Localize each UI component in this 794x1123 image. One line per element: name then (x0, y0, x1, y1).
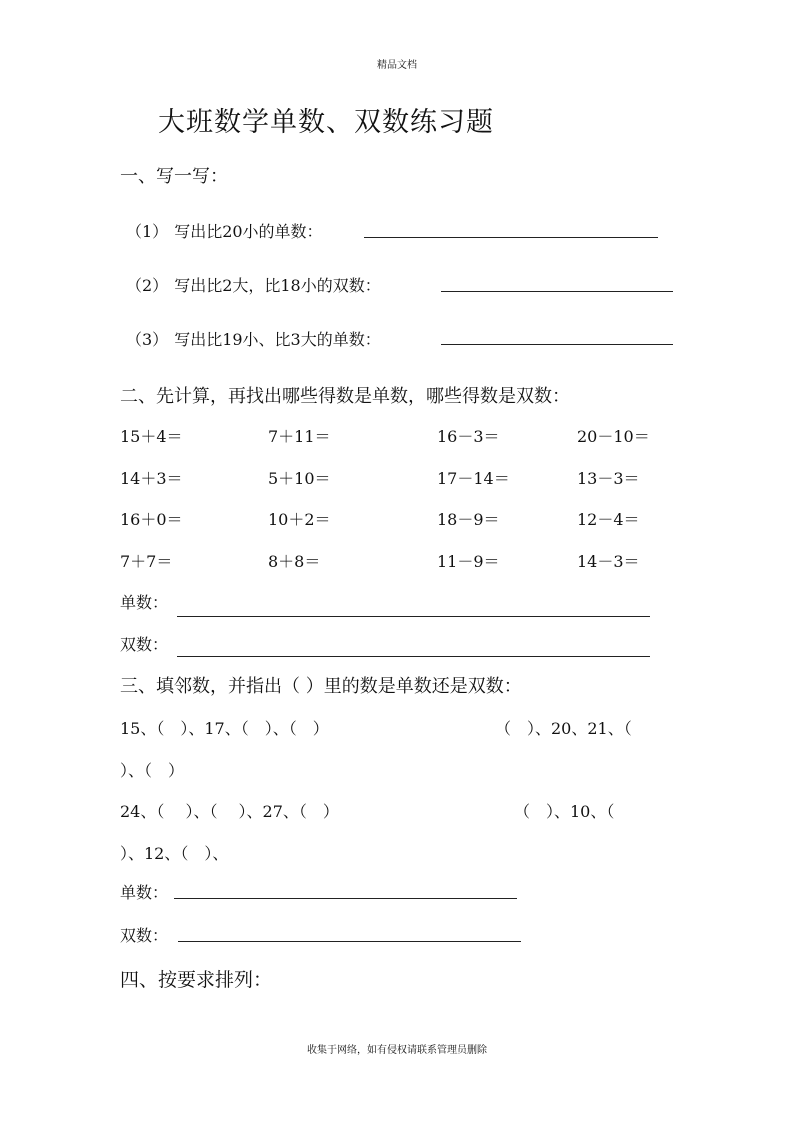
section1-heading: 一、写一写： (120, 166, 228, 187)
page-footer: 收集于网络，如有侵权请联系管理员删除 (307, 1045, 487, 1056)
section4-heading: 四、按要求排列： (120, 969, 273, 991)
answer-line-3[interactable] (441, 344, 673, 345)
calc-r4-c1: 7＋7＝ (120, 552, 173, 571)
calc-r1-c3: 16－3＝ (437, 427, 500, 446)
calc-r4-c4: 14－3＝ (577, 552, 640, 571)
calc-r2-c2: 5＋10＝ (268, 469, 331, 488)
neighbor-line-1b: （ ）、20、21、（ (495, 719, 632, 738)
section2-heading: 二、先计算，再找出哪些得数是单数，哪些得数是双数： (120, 386, 570, 407)
answer-line-1[interactable] (364, 237, 658, 238)
section2-even-answer-line[interactable] (177, 656, 650, 657)
section3-heading: 三、填邻数，并指出（ ）里的数是单数还是双数： (120, 676, 522, 697)
question-1-text: 写出比20小的单数： (174, 222, 323, 241)
neighbor-line-3b: （ ）、10、（ (514, 802, 615, 821)
answer-line-2[interactable] (441, 291, 673, 292)
calc-r1-c4: 20－10＝ (577, 427, 650, 446)
calc-r1-c2: 7＋11＝ (268, 427, 331, 446)
section2-even-label: 双数： (120, 635, 169, 654)
calc-r1-c1: 15＋4＝ (120, 427, 183, 446)
neighbor-line-1a: 15、（ ）、17、（ ）、（ ） (120, 719, 329, 738)
calc-r2-c3: 17－14＝ (437, 469, 510, 488)
question-1 (126, 219, 323, 242)
question-3 (126, 327, 381, 350)
question-2 (126, 273, 381, 296)
calc-r4-c3: 11－9＝ (437, 552, 500, 571)
neighbor-line-2: ）、（ ） (120, 761, 185, 780)
page-title: 大班数学单数、双数练习题 (158, 107, 494, 138)
calc-r3-c1: 16＋0＝ (120, 510, 183, 529)
section2-odd-label: 单数： (120, 593, 169, 612)
question-2-text: 写出比2大，比18小的双数： (174, 276, 381, 295)
calc-r3-c4: 12－4＝ (577, 510, 640, 529)
section3-odd-answer-line[interactable] (174, 898, 517, 899)
page-header: 精品文档 (377, 60, 417, 71)
calc-r3-c2: 10＋2＝ (268, 510, 331, 529)
section3-odd-label: 单数： (120, 883, 169, 902)
section2-odd-answer-line[interactable] (177, 616, 650, 617)
section3-even-label: 双数： (120, 926, 169, 945)
question-3-number: （3） (126, 330, 169, 349)
calc-r2-c4: 13－3＝ (577, 469, 640, 488)
calc-r2-c1: 14＋3＝ (120, 469, 183, 488)
question-3-text: 写出比19小、比3大的单数： (174, 330, 381, 349)
neighbor-line-3a: 24、（ ）、（ ）、27、（ ） (120, 802, 339, 821)
question-1-number: （1） (126, 222, 169, 241)
section3-even-answer-line[interactable] (178, 941, 521, 942)
question-2-number: （2） (126, 276, 169, 295)
calc-r4-c2: 8＋8＝ (268, 552, 321, 571)
neighbor-line-4: ）、12、（ ）、 (120, 844, 229, 863)
calc-r3-c3: 18－9＝ (437, 510, 500, 529)
